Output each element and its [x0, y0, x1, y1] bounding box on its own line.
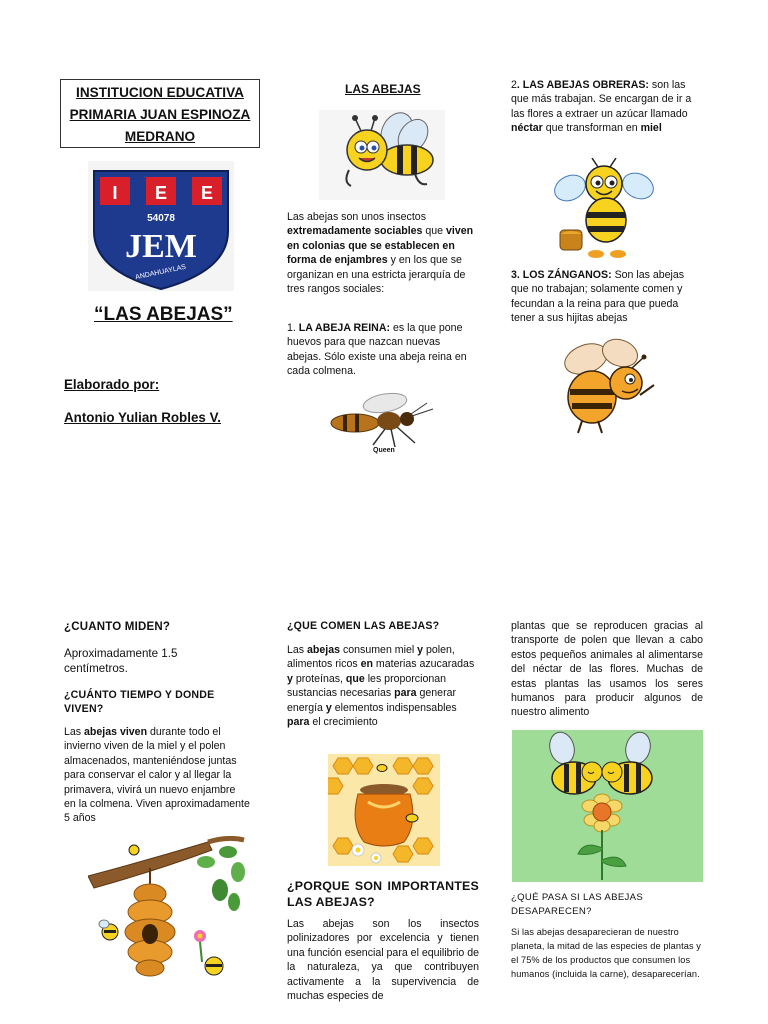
beehive-branch-illustration: [88, 836, 248, 996]
que-comen-heading: ¿QUE COMEN LAS ABEJAS?: [287, 620, 440, 632]
cuanto-miden-heading: ¿CUANTO MIDEN?: [64, 621, 171, 633]
drone-bee-illustration: [552, 337, 662, 437]
author-name: Antonio Yulian Robles V.: [64, 410, 221, 425]
document-title: “LAS ABEJAS”: [94, 304, 233, 325]
institution-line-3: MEDRANO: [124, 129, 196, 144]
logo-letter-3: E: [200, 183, 214, 203]
zanganos-paragraph: 3. LOS ZÁNGANOS: Son las abejas que no trabajan; solamente comen y fecundan a la reina para que pueda tener a sus hijitas abejas: [511, 269, 685, 325]
cuanto-miden-text: Aproximadamente 1.5 centímetros.: [64, 647, 178, 675]
honey-pot-illustration: [328, 754, 440, 866]
que-pasa-paragraph: Si las abejas desaparecieran de nuestro planeta, la mitad de las especies de plantas y el 75% de los productos que consumen los humanos (incluida la carne), desaparecerían.: [511, 927, 701, 979]
queen-caption: Queen: [373, 447, 395, 454]
tiempo-donde-heading: ¿CUÁNTO TIEMPO Y DONDE VIVEN?: [64, 689, 215, 715]
logo-letter-2: E: [154, 183, 168, 203]
elaborado-label: Elaborado por:: [64, 377, 160, 392]
intro-paragraph: Las abejas son unos insectos extremadamente sociables que viven en colonias que se establecen en forma de enjambres y en los que se organizan en una estricta jerarquía de tres rangos sociales:: [287, 211, 474, 296]
obreras-paragraph: 2. LAS ABEJAS OBRERAS: son las que más trabajan. Se encargan de ir a las flores a extraer un azúcar llamado néctar que transforman en miel: [511, 79, 692, 135]
cartoon-bee-flying-illustration: [319, 110, 445, 200]
que-comen-paragraph: Las abejas consumen miel y polen, alimentos ricos en materias azucaradas y proteínas, que les proporcionan sustancias necesarias para generar energía y elementos indispensables para el crecimiento: [287, 644, 475, 729]
que-pasa-heading: ¿QUÉ PASA SI LAS ABEJAS DESAPARECEN?: [511, 892, 644, 917]
worker-bee-with-honey-illustration: [550, 158, 656, 260]
school-logo: [88, 161, 234, 291]
reina-paragraph: 1. LA ABEJA REINA: es la que pone huevos para que nazcan nuevas abejas. Sólo existe una abeja reina en cada colmena.: [287, 322, 467, 378]
porque-importantes-heading: ¿PORQUE SON IMPORTANTES LAS ABEJAS?: [287, 879, 479, 909]
logo-code: 54078: [147, 213, 175, 224]
bees-on-flower-illustration: [512, 730, 703, 882]
logo-initials: JEM: [125, 228, 197, 265]
tiempo-donde-paragraph: Las abejas viven durante todo el invierno viven de la miel y el polen almacenados, manteniéndose juntas para conservar el calor y al llegar la primavera, vivirá un nuevo enjambre en la colmena. Viven aproximadamente 5 años: [64, 726, 250, 825]
logo-city: ANDAHUAYLAS: [134, 263, 187, 282]
porque-importantes-paragraph: Las abejas son los insectos polinizadores por excelencia y tienen una función esencial para el equilibrio de la naturaleza, ya que contribuyen activamente a la supervivencia de muchas especies de: [287, 918, 479, 1003]
logo-letter-1: I: [112, 183, 118, 203]
las-abejas-heading: LAS ABEJAS: [345, 82, 421, 96]
institution-line-2: PRIMARIA JUAN ESPINOZA: [69, 107, 251, 122]
institution-line-1: INSTITUCION EDUCATIVA: [76, 85, 244, 100]
plantas-paragraph: plantas que se reproducen gracias al transporte de polen que llevan a cabo estos pequeños animales al alimentarse del néctar de las flores. Muchas de estas plantas las usamos los seres humanos para producir algunos de nuestro alimento: [511, 620, 703, 719]
institution-box: [60, 79, 260, 148]
